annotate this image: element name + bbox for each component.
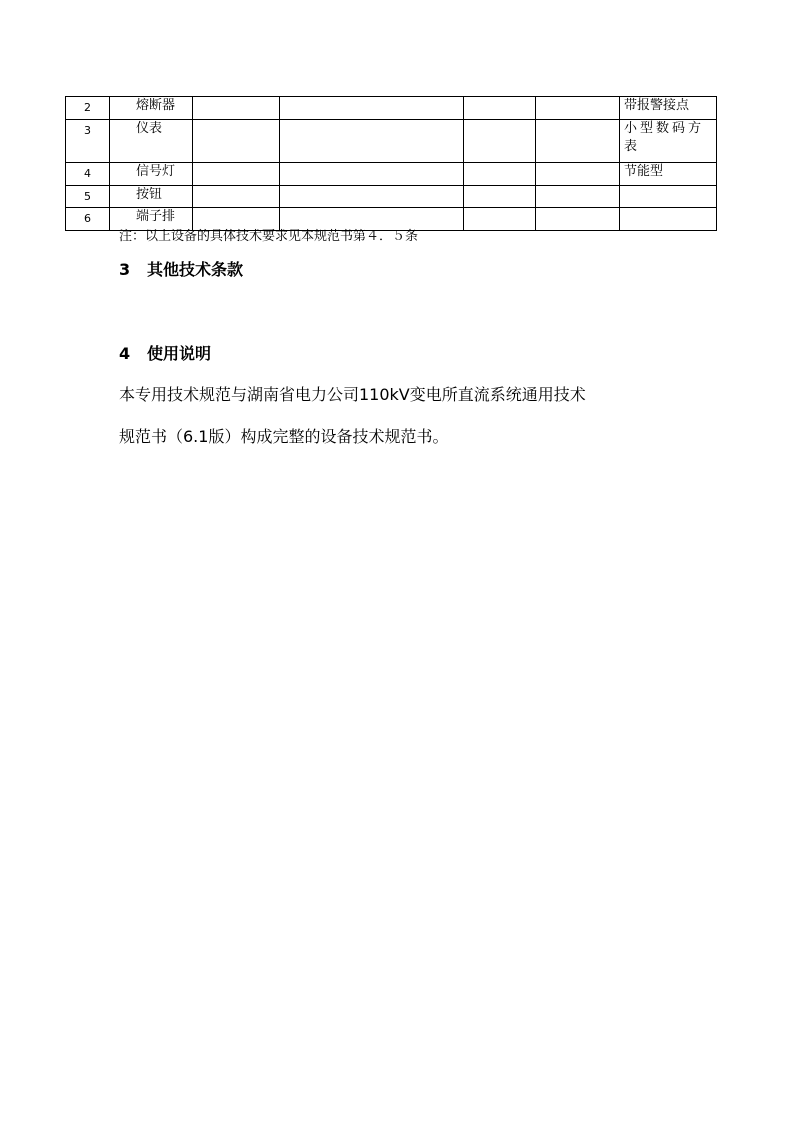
- empty-cell: [536, 186, 620, 208]
- table-row: [66, 120, 717, 163]
- equipment-table: [65, 96, 717, 231]
- table-row: [66, 97, 717, 120]
- item-remark: 带报警接点: [620, 97, 717, 120]
- item-name: 端子排: [110, 208, 193, 231]
- table-note: 注：以上设备的具体技术要求见本规范书第４．５条: [119, 229, 419, 244]
- item-name: 信号灯: [110, 163, 193, 186]
- body-paragraph-line-2: 规范书（6.1版）构成完整的设备技术规范书。: [119, 427, 449, 446]
- item-name: 熔断器: [110, 97, 193, 120]
- empty-cell: [280, 120, 464, 163]
- empty-cell: [464, 97, 536, 120]
- empty-cell: [193, 163, 280, 186]
- item-remark: [620, 208, 717, 231]
- section-number: 3: [119, 260, 131, 279]
- empty-cell: [280, 163, 464, 186]
- row-number: 6: [66, 208, 110, 231]
- empty-cell: [464, 208, 536, 231]
- empty-cell: [536, 208, 620, 231]
- row-number: 2: [66, 97, 110, 120]
- empty-cell: [464, 186, 536, 208]
- row-number: 3: [66, 120, 110, 163]
- section-title: 其他技术条款: [147, 260, 244, 279]
- row-number: 4: [66, 163, 110, 186]
- item-name: 仪表: [110, 120, 193, 163]
- empty-cell: [464, 120, 536, 163]
- section-number: 4: [119, 344, 131, 363]
- empty-cell: [193, 120, 280, 163]
- section-heading-3: [119, 257, 243, 280]
- section-heading-4: [119, 341, 211, 364]
- item-remark: 小型数码方表: [620, 120, 717, 163]
- item-name: 按钮: [110, 186, 193, 208]
- empty-cell: [536, 97, 620, 120]
- empty-cell: [536, 163, 620, 186]
- empty-cell: [193, 97, 280, 120]
- item-remark: [620, 186, 717, 208]
- empty-cell: [280, 97, 464, 120]
- section-title: 使用说明: [147, 344, 212, 363]
- item-remark: 节能型: [620, 163, 717, 186]
- empty-cell: [193, 186, 280, 208]
- empty-cell: [280, 186, 464, 208]
- table-row: [66, 163, 717, 186]
- body-paragraph-line-1: 本专用技术规范与湖南省电力公司110kV变电所直流系统通用技术: [119, 385, 586, 404]
- empty-cell: [464, 163, 536, 186]
- empty-cell: [536, 120, 620, 163]
- row-number: 5: [66, 186, 110, 208]
- table-row: [66, 186, 717, 208]
